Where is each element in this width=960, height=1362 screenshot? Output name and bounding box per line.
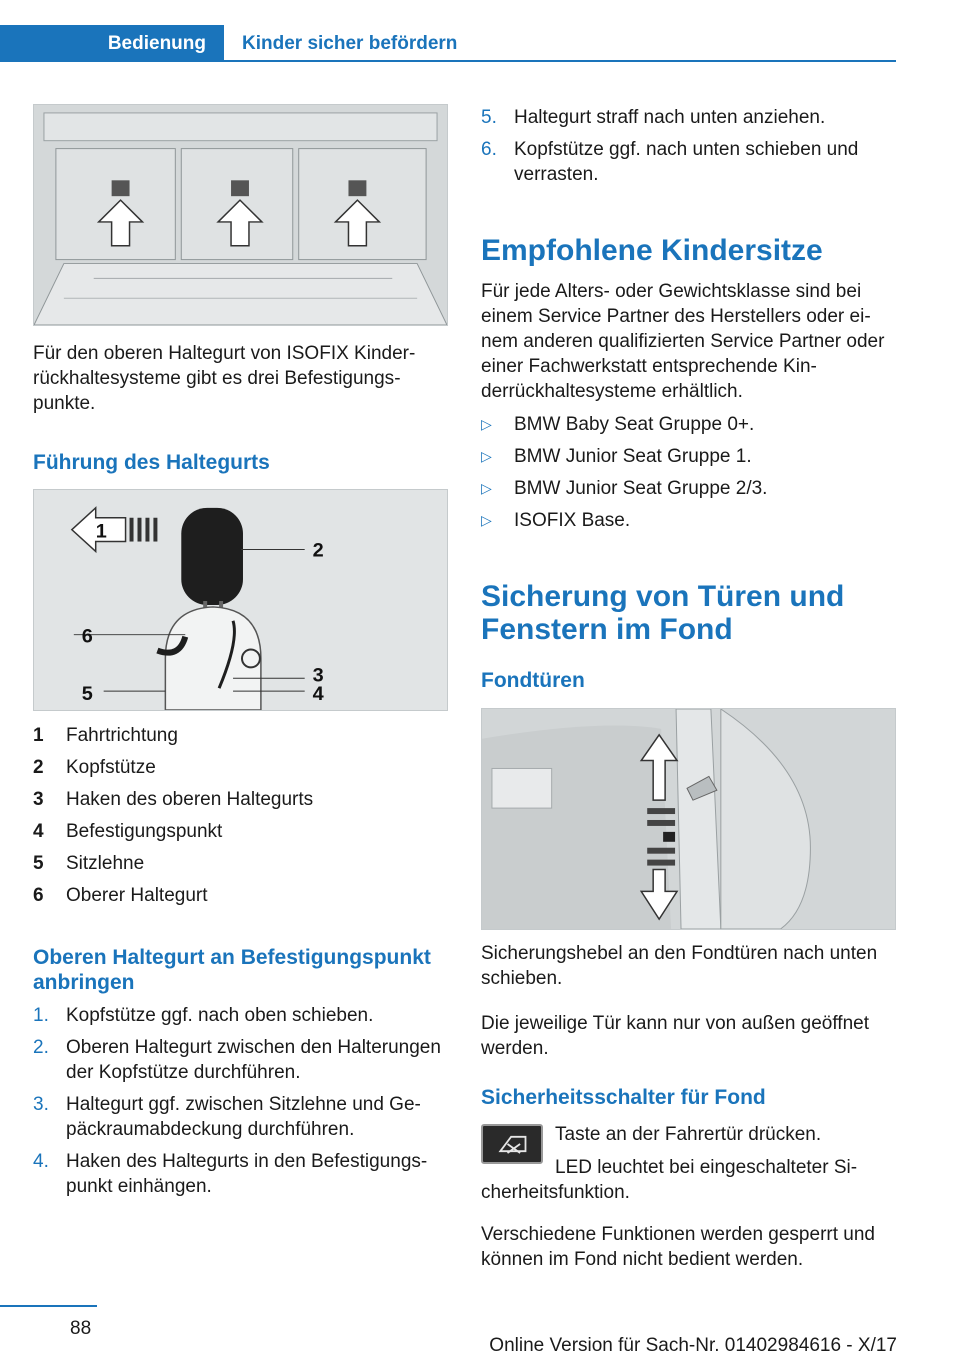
- header-section-label: Bedienung: [107, 32, 206, 54]
- seat-text: BMW Baby Seat Gruppe 0+.: [514, 414, 755, 435]
- bullet-icon: ▷: [481, 512, 492, 528]
- step-text: Haken des Haltegurts in den Befestigungspunkt einhängen.: [66, 1151, 428, 1197]
- heading-sicherung: Sicherung von Türen und Fenstern im Fond: [481, 580, 845, 646]
- step-num: 1.: [33, 1005, 49, 1026]
- bullet-icon: ▷: [481, 480, 492, 496]
- legend-item: [33, 879, 448, 911]
- seat-text: BMW Junior Seat Gruppe 1.: [514, 446, 752, 467]
- step-text: Kopfstütze ggf. nach oben schieben.: [66, 1005, 374, 1026]
- fig1-caption: Für den oberen Haltegurt von ISOFIX Kinderrückhaltesysteme gibt es drei Befestigungspunkte.: [33, 343, 416, 414]
- seat-list: [481, 412, 896, 540]
- steps-list-left: [33, 1003, 448, 1206]
- legend-num: 4: [33, 820, 44, 842]
- fig2-label-3: 3: [312, 664, 324, 687]
- bullet-icon: ▷: [481, 448, 492, 464]
- legend-num: 1: [33, 724, 44, 746]
- list-item: [481, 476, 896, 501]
- step-text: Haltegurt straff nach unten anziehen.: [514, 107, 826, 128]
- figure-legend: [33, 719, 448, 911]
- legend-item: [33, 719, 448, 751]
- footer-rule: [0, 1305, 97, 1307]
- fondtueren-text-2: Die jeweilige Tür kann nur von außen geöffnet werden.: [481, 1013, 869, 1059]
- legend-item: [33, 815, 448, 847]
- heading-kindersitze: Empfohlene Kindersitze: [481, 234, 823, 267]
- seat-text: ISOFIX Base.: [514, 510, 631, 531]
- step-num: 2.: [33, 1037, 49, 1058]
- legend-num: 5: [33, 852, 44, 874]
- fig2-label-5: 5: [81, 683, 93, 706]
- list-item: [33, 1035, 448, 1085]
- fig2-label-1: 1: [95, 520, 107, 543]
- header-breadcrumb: Kinder sicher befördern: [242, 33, 458, 54]
- online-version-text: Online Version für Sach-Nr. 01402984616 - X/17: [489, 1335, 897, 1356]
- legend-text: Befestigungspunkt: [66, 820, 223, 842]
- strap-routing-figure: [33, 489, 448, 711]
- steps-list-right: [481, 105, 896, 194]
- schalter-text-2: LED leuchtet bei eingeschalteter Sicherheitsfunktion.: [481, 1157, 858, 1203]
- heading-fuehrung: Führung des Haltegurts: [33, 451, 270, 474]
- step-num: 3.: [33, 1094, 49, 1115]
- legend-text: Sitzlehne: [66, 852, 145, 874]
- trunk-anchor-points-figure: [33, 104, 448, 326]
- seat-text: BMW Junior Seat Gruppe 2/3.: [514, 478, 768, 499]
- step-text: Oberen Haltegurt zwischen den Halterungen der Kopfstütze durchführen.: [66, 1037, 441, 1083]
- list-item: [33, 1092, 448, 1142]
- kindersitze-paragraph: Für jede Alters- oder Gewichtsklasse sind bei einem Service Partner des Herstellers oder einem anderen qualifizierten Service Partner oder einer Fachwerkstatt entsprechende Kinderrückhaltesysteme erhältlich.: [481, 281, 885, 402]
- legend-item: [33, 783, 448, 815]
- legend-text: Fahrtrichtung: [66, 724, 178, 746]
- fig2-label-4: 4: [312, 683, 324, 706]
- heading-anbringen: Oberen Haltegurt an Befestigungspunkt anbringen: [33, 946, 431, 994]
- legend-text: Oberer Haltegurt: [66, 884, 208, 906]
- list-item: [33, 1149, 448, 1199]
- schalter-text-3: Verschiedene Funktionen werden gesperrt und können im Fond nicht bedient werden.: [481, 1224, 875, 1270]
- legend-num: 6: [33, 884, 44, 906]
- legend-item: [33, 751, 448, 783]
- step-text: Kopfstütze ggf. nach unten schieben und verrasten.: [514, 139, 859, 185]
- legend-num: 3: [33, 788, 44, 810]
- page-number: 88: [70, 1318, 92, 1339]
- legend-text: Haken des oberen Haltegurts: [66, 788, 314, 810]
- legend-num: 2: [33, 756, 44, 778]
- header-rule: [224, 60, 896, 62]
- step-num: 4.: [33, 1151, 49, 1172]
- schalter-text-1: Taste an der Fahrertür drücken.: [555, 1124, 822, 1145]
- list-item: [481, 444, 896, 469]
- heading-schalter: Sicherheitsschalter für Fond: [481, 1086, 766, 1109]
- legend-item: [33, 847, 448, 879]
- door-lock-figure: [481, 708, 896, 930]
- list-item: [481, 137, 896, 187]
- heading-fondtueren: Fondtüren: [481, 669, 585, 692]
- list-item: [33, 1003, 448, 1028]
- header-section-tab: [0, 25, 224, 62]
- list-item: [481, 412, 896, 437]
- step-num: 5.: [481, 107, 497, 128]
- legend-text: Kopfstütze: [66, 756, 156, 778]
- fig2-label-6: 6: [81, 625, 93, 648]
- fig2-label-2: 2: [312, 539, 324, 562]
- list-item: [481, 508, 896, 533]
- step-text: Haltegurt ggf. zwischen Sitzlehne und Gepäckraumabdeckung durchführen.: [66, 1094, 421, 1140]
- step-num: 6.: [481, 139, 497, 160]
- fondtueren-text-1: Sicherungshebel an den Fondtüren nach unten schieben.: [481, 943, 878, 989]
- list-item: [481, 105, 896, 130]
- bullet-icon: ▷: [481, 416, 492, 432]
